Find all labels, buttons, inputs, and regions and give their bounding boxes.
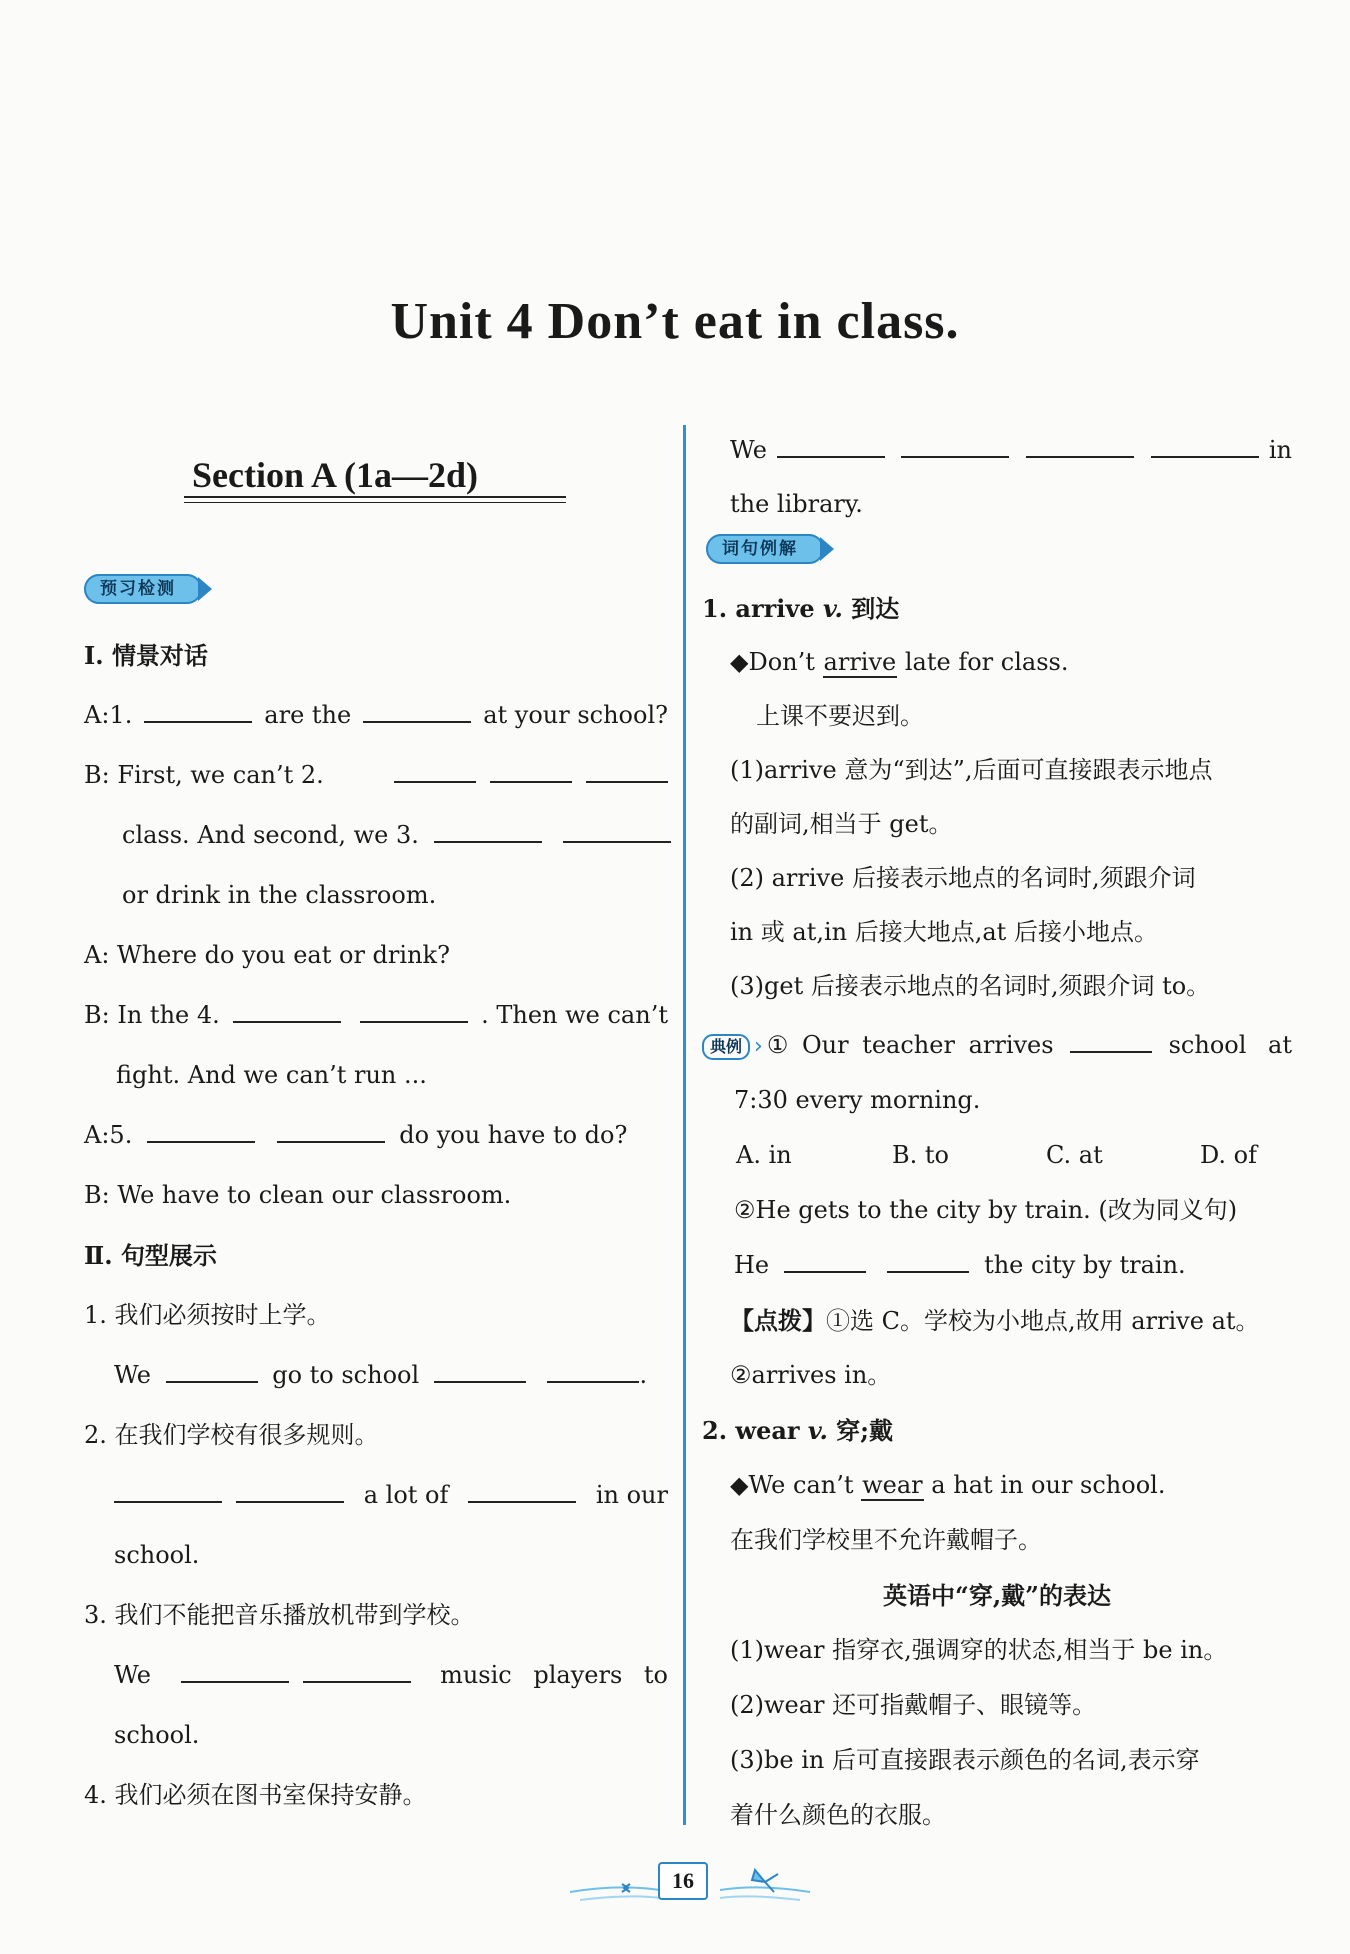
sentence-3-cn: 3. 我们不能把音乐播放机带到学校。 (84, 1601, 475, 1629)
option-d[interactable]: D. of (1200, 1141, 1257, 1169)
dialog-line-6: B: In the 4. . Then we can’t (84, 985, 668, 1046)
option-a[interactable]: A. in (736, 1141, 792, 1169)
blank[interactable] (887, 1245, 969, 1273)
blank[interactable] (144, 695, 252, 723)
section-underline (184, 496, 566, 498)
blank[interactable] (1151, 430, 1259, 458)
item2-heading: 2. wear v. 穿;戴 (702, 1416, 894, 1445)
blank[interactable] (563, 815, 671, 843)
sentence-2-cont: school. (114, 1541, 200, 1569)
section-heading: Section A (1a—2d) (191, 455, 478, 495)
blank[interactable] (1070, 1025, 1152, 1053)
item1-note-2b: in 或 at,in 后接大地点,at 后接小地点。 (730, 918, 1158, 946)
tip-line-2: ②arrives in。 (730, 1361, 892, 1389)
example-question-2-answer: He the city by train. (734, 1235, 1186, 1296)
blank[interactable] (1026, 430, 1134, 458)
blank[interactable] (784, 1245, 866, 1273)
sentence-2-en: a lot of in our (114, 1465, 668, 1526)
blank[interactable] (114, 1475, 222, 1503)
blank[interactable] (586, 755, 668, 783)
chevron-right-icon: › (754, 1034, 763, 1059)
sentence-2-cn: 2. 在我们学校有很多规则。 (84, 1421, 379, 1449)
vocab-badge: 词句例解 (706, 534, 824, 564)
sentence-4-cont: the library. (730, 490, 863, 518)
item1-note-1b: 的副词,相当于 get。 (730, 810, 953, 838)
page-title: Unit 4 Don’t eat in class. (390, 293, 960, 350)
sentence-4-en: We in (730, 420, 1292, 481)
blank[interactable] (277, 1115, 385, 1143)
sentence-1-en: We go to school . (114, 1345, 647, 1406)
preview-badge: 预习检测 (84, 574, 202, 604)
blank[interactable] (394, 755, 476, 783)
blank[interactable] (547, 1355, 639, 1383)
example-question-1: 典例 › ① Our teacher arrives school at (702, 1015, 1292, 1077)
blank[interactable] (490, 755, 572, 783)
example-question-2: ②He gets to the city by train. (改为同义句) (734, 1196, 1238, 1224)
column-divider (683, 425, 686, 1825)
item1-heading: 1. arrive v. 到达 (702, 594, 900, 623)
blank[interactable] (901, 430, 1009, 458)
dialog-line-1: A:1. are the at your school? (84, 685, 668, 746)
tip-line-1: 【点拨】①选 C。学校为小地点,故用 arrive at。 (730, 1306, 1260, 1335)
blank[interactable] (468, 1475, 576, 1503)
blank[interactable] (360, 995, 468, 1023)
blank[interactable] (363, 695, 471, 723)
option-b[interactable]: B. to (892, 1141, 949, 1169)
example-tag: 典例 (702, 1034, 750, 1060)
section-underline-thin (184, 502, 566, 503)
part1-heading: Ⅰ. 情景对话 (84, 641, 208, 670)
page-number: 16 (658, 1862, 708, 1900)
dialog-line-5: A: Where do you eat or drink? (84, 941, 450, 969)
item1-note-2: (2) arrive 后接表示地点的名词时,须跟介词 (730, 864, 1196, 892)
sentence-3-en: We music players to (114, 1645, 668, 1706)
example-question-1-cont: 7:30 every morning. (734, 1086, 981, 1114)
dialog-line-3: class. And second, we 3. (122, 805, 678, 866)
blank[interactable] (147, 1115, 255, 1143)
sentence-4-cn: 4. 我们必须在图书室保持安静。 (84, 1781, 427, 1809)
item1-example-cn: 上课不要迟到。 (756, 702, 924, 730)
dialog-line-7: fight. And we can’t run ... (116, 1061, 427, 1089)
blank[interactable] (434, 1355, 526, 1383)
item2-note-3: (3)be in 后可直接跟表示颜色的名词,表示穿 (730, 1746, 1200, 1774)
item2-example: ◆We can’t wear a hat in our school. (730, 1471, 1166, 1499)
blank[interactable] (236, 1475, 344, 1503)
blank[interactable] (434, 815, 542, 843)
blank[interactable] (233, 995, 341, 1023)
tip-label: 【点拨】 (730, 1306, 826, 1335)
sentence-3-cont: school. (114, 1721, 200, 1749)
blank[interactable] (777, 430, 885, 458)
item2-subheading: 英语中“穿,戴”的表达 (883, 1581, 1111, 1610)
option-c[interactable]: C. at (1046, 1141, 1103, 1169)
dialog-line-2: B: First, we can’t 2. (84, 745, 668, 806)
dialog-line-4: or drink in the classroom. (122, 881, 437, 909)
blank[interactable] (303, 1655, 411, 1683)
item2-note-1: (1)wear 指穿衣,强调穿的状态,相当于 be in。 (730, 1636, 1228, 1664)
blank[interactable] (166, 1355, 258, 1383)
item1-note-3: (3)get 后接表示地点的名词时,须跟介词 to。 (730, 972, 1211, 1000)
item1-note-1: (1)arrive 意为“到达”,后面可直接跟表示地点 (730, 756, 1213, 784)
item2-example-cn: 在我们学校里不允许戴帽子。 (730, 1526, 1042, 1554)
blank[interactable] (181, 1655, 289, 1683)
dialog-line-9: B: We have to clean our classroom. (84, 1181, 512, 1209)
dialog-line-8: A:5. do you have to do? (84, 1105, 627, 1166)
item2-note-3b: 着什么颜色的衣服。 (730, 1801, 946, 1829)
sentence-1-cn: 1. 我们必须按时上学。 (84, 1301, 331, 1329)
part2-heading: Ⅱ. 句型展示 (84, 1241, 217, 1270)
item1-example: ◆Don’t arrive late for class. (730, 648, 1069, 676)
item2-note-2: (2)wear 还可指戴帽子、眼镜等。 (730, 1691, 1097, 1719)
